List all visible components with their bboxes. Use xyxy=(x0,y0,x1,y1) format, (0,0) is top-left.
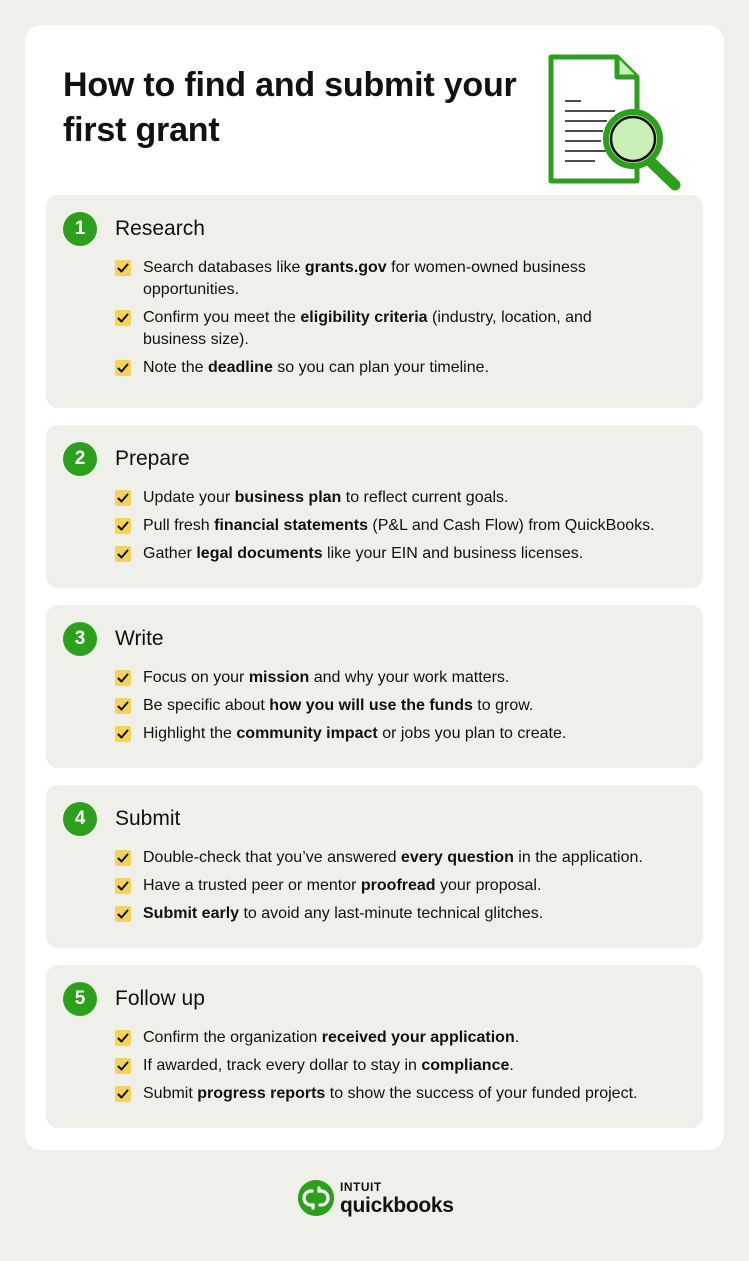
emphasis-text: financial statements xyxy=(214,517,368,534)
document-magnifier-icon xyxy=(545,53,685,193)
emphasis-text: community impact xyxy=(236,725,378,742)
step-number-badge: 1 xyxy=(63,212,97,246)
infographic-card xyxy=(25,25,724,1150)
checklist-item-text xyxy=(143,695,690,717)
item-text-run: Confirm you meet the xyxy=(143,309,301,326)
checklist-item-text xyxy=(143,543,690,565)
checkmark-icon xyxy=(115,698,131,714)
checkmark-icon xyxy=(115,490,131,506)
step-title: Follow up xyxy=(115,987,205,1010)
checkmark-icon xyxy=(115,360,131,376)
item-text-run: your proposal. xyxy=(435,877,542,894)
item-text-run: If awarded, track every dollar to stay in xyxy=(143,1057,422,1074)
item-text-run: Be specific about xyxy=(143,697,270,714)
step-section xyxy=(46,965,703,1128)
checklist xyxy=(115,257,605,385)
item-text-run: to reflect current goals. xyxy=(341,489,509,506)
step-section xyxy=(46,605,703,768)
item-text-run: or jobs you plan to create. xyxy=(377,725,567,742)
item-text-run: Have a trusted peer or mentor xyxy=(143,877,361,894)
checklist-item xyxy=(115,847,690,869)
emphasis-text: received your application xyxy=(321,1029,515,1046)
checkmark-icon xyxy=(115,906,131,922)
emphasis-text: business plan xyxy=(234,489,342,506)
checklist-item-text xyxy=(143,357,605,379)
item-text-run: . xyxy=(514,1029,520,1046)
step-section xyxy=(46,195,703,408)
item-text-run: . xyxy=(509,1057,514,1074)
step-section xyxy=(46,425,703,588)
emphasis-text: progress reports xyxy=(197,1085,326,1102)
step-number-badge: 2 xyxy=(63,442,97,476)
emphasis-text: legal documents xyxy=(196,545,323,562)
emphasis-text: grants.gov xyxy=(304,259,387,276)
checkmark-icon xyxy=(115,260,131,276)
checklist-item xyxy=(115,875,690,897)
brand-intuit: INTUIT xyxy=(340,1179,382,1194)
checklist-item-text xyxy=(143,667,690,689)
checklist-item xyxy=(115,543,690,565)
checkmark-icon xyxy=(115,546,131,562)
item-text-run: Gather xyxy=(143,545,197,562)
item-text-run: Submit xyxy=(143,1085,198,1102)
item-text-run: Search databases like xyxy=(143,259,305,276)
checklist-item xyxy=(115,487,690,509)
checklist-item xyxy=(115,1027,690,1049)
item-text-run: like your EIN and business licenses. xyxy=(322,545,584,562)
step-number-badge: 5 xyxy=(63,982,97,1016)
item-text-run: Update your xyxy=(143,489,235,506)
checklist-item-text xyxy=(143,1027,690,1049)
checklist-item-text xyxy=(143,487,690,509)
item-text-run: in the application. xyxy=(513,849,643,866)
item-text-run: and why your work matters. xyxy=(309,669,510,686)
checklist-item-text xyxy=(143,875,690,897)
checklist-item xyxy=(115,903,690,925)
item-text-run: (industry, location, and business size). xyxy=(143,309,592,348)
emphasis-text: compliance xyxy=(421,1057,510,1074)
quickbooks-logo-icon xyxy=(298,1180,334,1216)
checklist-item-text xyxy=(143,847,690,869)
emphasis-text: proofread xyxy=(360,877,436,894)
step-section xyxy=(46,785,703,948)
step-title: Prepare xyxy=(115,447,190,470)
checkmark-icon xyxy=(115,726,131,742)
checkmark-icon xyxy=(115,518,131,534)
checklist-item xyxy=(115,307,605,351)
checklist-item-text xyxy=(143,1083,690,1105)
checklist-item-text xyxy=(143,307,605,351)
checklist-item-text xyxy=(143,1055,690,1077)
item-text-run: to show the success of your funded project. xyxy=(325,1085,638,1102)
item-text-run: for women-owned business opportunities. xyxy=(143,259,586,298)
checklist xyxy=(115,487,690,571)
checklist-item xyxy=(115,1083,690,1105)
checklist-item-text xyxy=(143,515,690,537)
step-title: Submit xyxy=(115,807,181,830)
checklist xyxy=(115,847,690,931)
brand-quickbooks: quickbooks xyxy=(340,1193,454,1217)
emphasis-text: how you will use the funds xyxy=(269,697,473,714)
emphasis-text: Submit early xyxy=(143,905,240,922)
emphasis-text: deadline xyxy=(207,359,273,376)
emphasis-text: every question xyxy=(400,849,514,866)
checklist-item-text xyxy=(143,903,690,925)
step-number-badge: 4 xyxy=(63,802,97,836)
checkmark-icon xyxy=(115,310,131,326)
item-text-run: to grow. xyxy=(472,697,534,714)
checklist-item xyxy=(115,357,605,379)
checklist-item xyxy=(115,515,690,537)
checkmark-icon xyxy=(115,878,131,894)
step-number-badge: 3 xyxy=(63,622,97,656)
checklist-item xyxy=(115,667,690,689)
step-title: Research xyxy=(115,217,205,240)
checklist xyxy=(115,1027,690,1111)
checklist xyxy=(115,667,690,751)
item-text-run: Confirm the organization xyxy=(143,1029,322,1046)
item-text-run: Pull fresh xyxy=(143,517,215,534)
checklist-item xyxy=(115,1055,690,1077)
quickbooks-logo xyxy=(298,1180,454,1216)
checklist-item-text xyxy=(143,257,605,301)
page-title: How to find and submit your first grant xyxy=(63,66,517,149)
checklist-item xyxy=(115,257,605,301)
item-text-run: so you can plan your timeline. xyxy=(272,359,489,376)
checkmark-icon xyxy=(115,1030,131,1046)
checkmark-icon xyxy=(115,1086,131,1102)
emphasis-text: mission xyxy=(248,669,310,686)
checkmark-icon xyxy=(115,670,131,686)
emphasis-text: eligibility criteria xyxy=(300,309,428,326)
item-text-run: to avoid any last-minute technical glitches. xyxy=(239,905,544,922)
step-title: Write xyxy=(115,627,164,650)
item-text-run: Focus on your xyxy=(143,669,249,686)
checklist-item xyxy=(115,723,690,745)
item-text-run: (P&L and Cash Flow) from QuickBooks. xyxy=(367,517,655,534)
item-text-run: Double-check that you’ve answered xyxy=(143,849,401,866)
item-text-run: Highlight the xyxy=(143,725,237,742)
item-text-run: Note the xyxy=(143,359,208,376)
checklist-item-text xyxy=(143,723,690,745)
checklist-item xyxy=(115,695,690,717)
checkmark-icon xyxy=(115,1058,131,1074)
checkmark-icon xyxy=(115,850,131,866)
